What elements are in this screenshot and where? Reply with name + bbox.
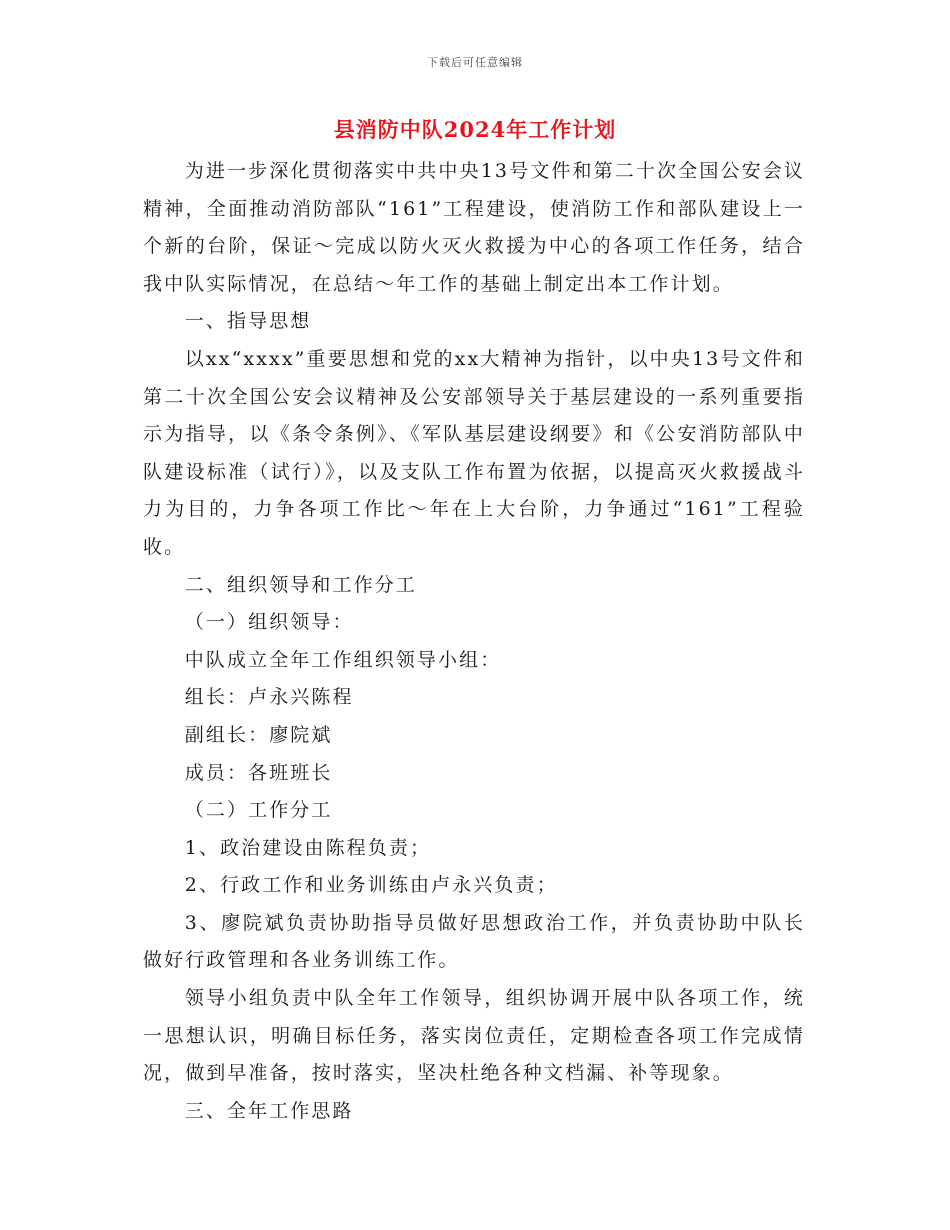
subheading-division-of-work: （二）工作分工 <box>184 799 333 822</box>
members-line: 成员：各班班长 <box>184 761 333 784</box>
intro-paragraph: 为进一步深化贯彻落实中共中央13号文件和第二十次全国公安会议精神，全面推动消防部队“161”工程建设，使消防工作和部队建设上一个新的台阶，保证～完成以防火灭火救援为中心的各项工作任务，结合我中队实际情况，在总结～年工作的基础上制定出本工作计划。 <box>143 160 805 295</box>
work-item-1: 1、政治建设由陈程负责； <box>184 836 432 859</box>
leadership-group-line: 中队成立全年工作组织领导小组： <box>184 648 502 671</box>
section-heading-guiding-thought: 一、指导思想 <box>184 310 312 333</box>
group-leader-line: 组长：卢永兴陈程 <box>184 686 354 709</box>
subheading-leadership: （一）组织领导： <box>184 611 354 634</box>
document-title: 县消防中队2024年工作计划 <box>333 117 617 142</box>
work-item-2: 2、行政工作和业务训练由卢永兴负责； <box>184 874 558 897</box>
section-heading-organization: 二、组织领导和工作分工 <box>184 573 417 596</box>
guiding-thought-paragraph: 以xx“xxxx”重要思想和党的xx大精神为指针，以中央13号文件和第二十次全国公安会议精神及公安部领导关于基层建设的一系列重要指示为指导，以《条令条例》、《军队基层建设纲要》和《公安消防部队中队建设标准（试行）》，以及支队工作布置为依据，以提高灭火救援战斗力为目的，力争各项工作比～年在上大台阶，力争通过“161”工程验收。 <box>143 347 805 558</box>
header-note: 下载后可任意编辑 <box>427 56 523 69</box>
section-heading-annual-approach: 三、全年工作思路 <box>184 1099 354 1122</box>
document-body <box>143 153 805 1130</box>
deputy-leader-line: 副组长：廖院斌 <box>184 723 333 746</box>
work-item-3: 3、廖院斌负责协助指导员做好思想政治工作，并负责协助中队长做好行政管理和各业务训练工作。 <box>143 911 805 972</box>
leadership-duties-paragraph: 领导小组负责中队全年工作领导，组织协调开展中队各项工作，统一思想认识，明确目标任务，落实岗位责任，定期检查各项工作完成情况，做到早准备，按时落实，坚决杜绝各种文档漏、补等现象。 <box>143 987 805 1085</box>
